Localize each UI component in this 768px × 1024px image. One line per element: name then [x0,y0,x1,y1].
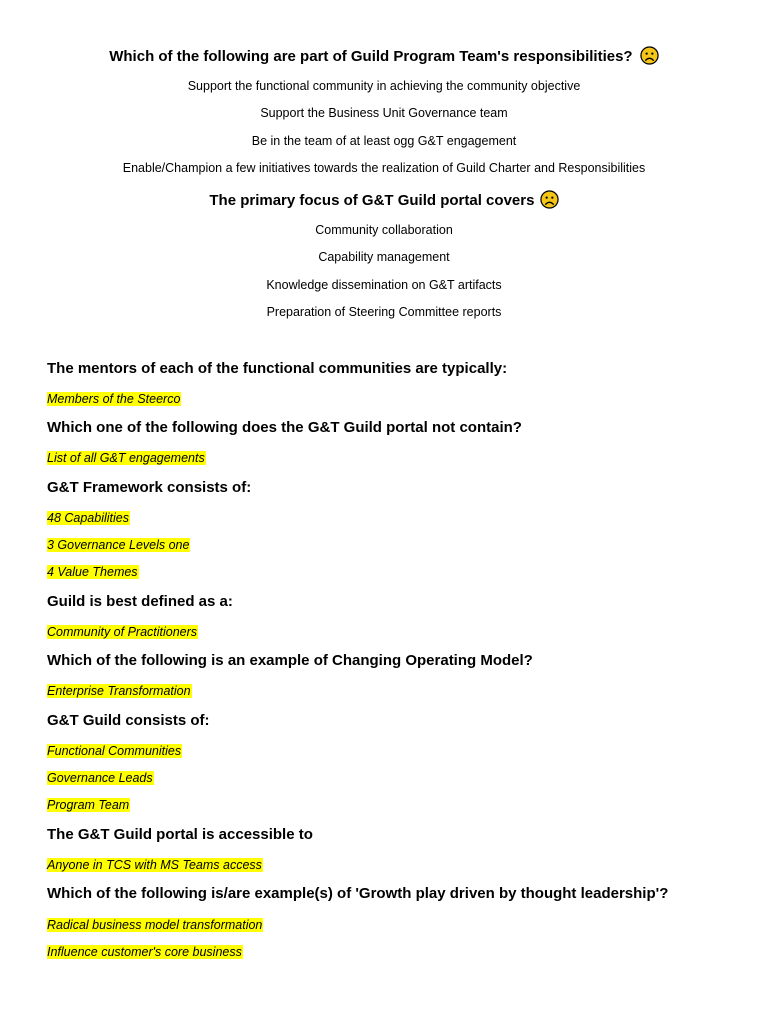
highlighted-answer: 3 Governance Levels one [47,538,190,552]
option: Community collaboration [315,223,453,237]
question-portal-not-contain: Which one of the following does the G&T Guild portal not contain? [47,419,522,436]
question-framework: G&T Framework consists of: [47,479,252,496]
answer [47,537,747,553]
answer [47,564,747,580]
highlighted-answer: Program Team [47,798,130,812]
option: Knowledge dissemination on G&T artifacts [266,278,502,292]
highlighted-answer: 48 Capabilities [47,511,129,525]
question-mentors: The mentors of each of the functional communities are typically: [47,360,508,377]
highlighted-answer: Governance Leads [47,771,153,785]
answer [47,857,747,873]
highlighted-answer: Community of Practitioners [47,625,198,639]
answer [47,770,747,786]
question-portal-accessible: The G&T Guild portal is accessible to [47,826,313,843]
question-guild-defined: Guild is best defined as a: [47,593,233,610]
answer [47,743,747,759]
question-primary-focus-portal [0,190,768,211]
question-text: The primary focus of G&T Guild portal covers [209,192,535,209]
option: Enable/Champion a few initiatives towards the realization of Guild Charter and Responsibilities [122,161,646,175]
highlighted-answer: Functional Communities [47,744,182,758]
highlighted-answer: List of all G&T engagements [47,451,205,465]
highlighted-answer: Radical business model transformation [47,918,263,932]
answer [47,797,747,813]
highlighted-answer: Enterprise Transformation [47,684,191,698]
question-growth-play: Which of the following is/are example(s) of 'Growth play driven by thought leadership'? [47,885,669,902]
highlighted-answer: 4 Value Themes [47,565,138,579]
answer [47,624,747,640]
question-guild-program-team [0,46,768,67]
answer [47,944,747,960]
highlighted-answer: Anyone in TCS with MS Teams access [47,858,262,872]
highlighted-answer: Influence customer's core business [47,945,242,959]
option: Support the functional community in achieving the community objective [187,79,581,93]
question-text: Which of the following are part of Guild Program Team's responsibilities? [109,48,633,65]
option: Support the Business Unit Governance team [260,106,508,120]
answer [47,450,747,466]
answer [47,510,747,526]
option: Preparation of Steering Committee reports [266,305,502,319]
option: Capability management [318,250,450,264]
answer [47,917,747,933]
frown-face-icon [640,46,659,65]
question-operating-model: Which of the following is an example of Changing Operating Model? [47,652,533,669]
highlighted-answer: Members of the Steerco [47,392,181,406]
question-guild-consists: G&T Guild consists of: [47,712,210,729]
frown-face-icon [540,190,559,209]
answer [47,683,747,699]
option: Be in the team of at least ogg G&T engagement [251,134,517,148]
answer [47,391,747,407]
